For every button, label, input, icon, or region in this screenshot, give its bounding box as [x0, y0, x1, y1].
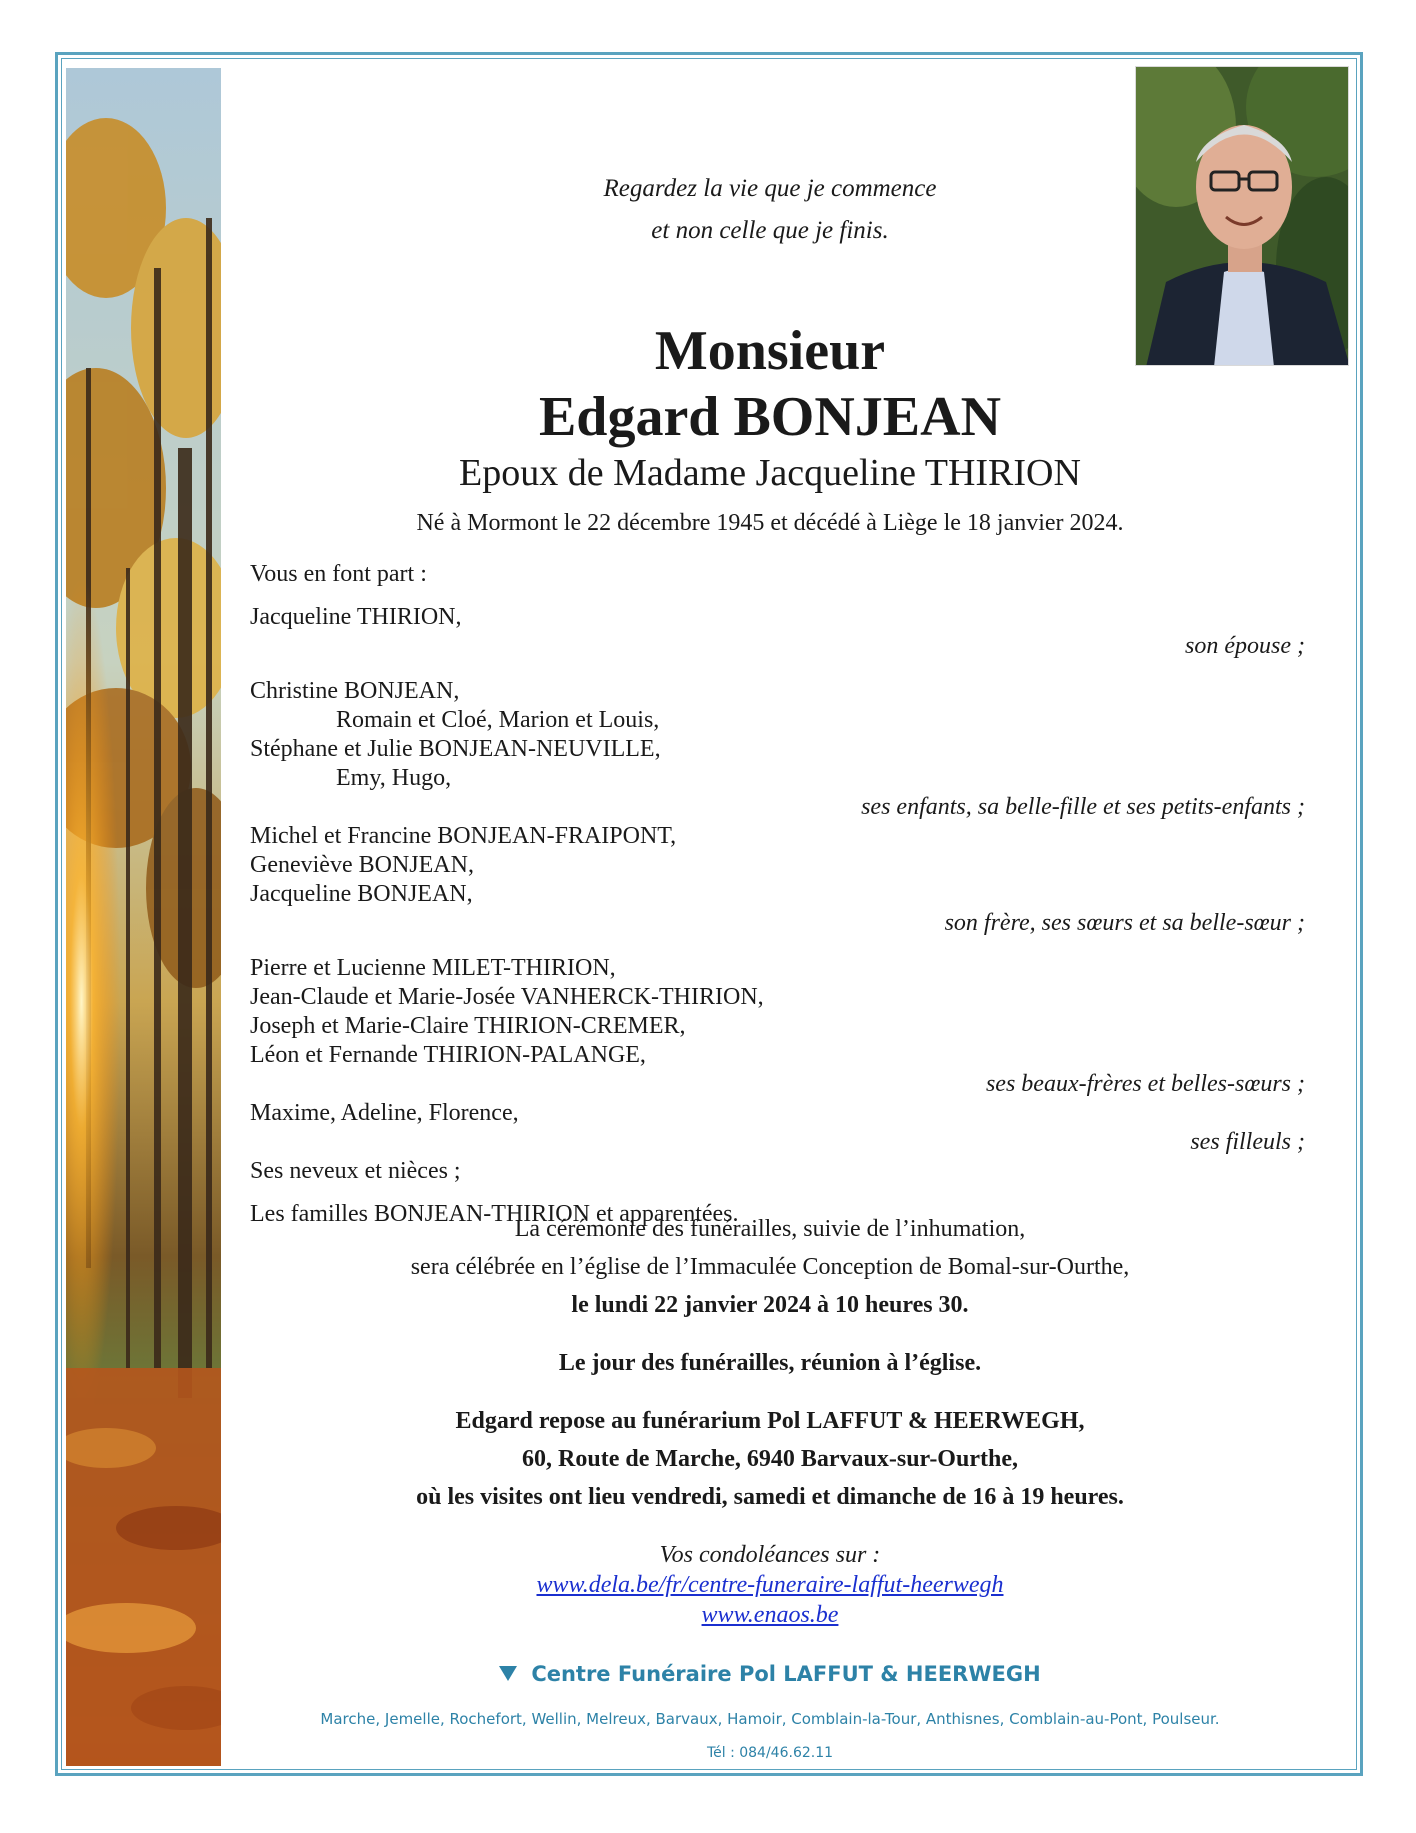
triangle-down-icon: [499, 1666, 517, 1681]
family-list: [250, 560, 1305, 1229]
families-line: Les familles BONJEAN-THIRION et apparentées.: [250, 1201, 739, 1227]
family-relation: ses enfants, sa belle-fille et ses petits-enfants ;: [861, 794, 1305, 820]
visiting-hours: où les visites ont lieu vendredi, samedi et dimanche de 16 à 19 heures.: [416, 1484, 1124, 1510]
deceased-name: Edgard BONJEAN: [538, 386, 1002, 448]
family-name: Jacqueline THIRION,: [250, 604, 462, 630]
epitaph-quote: [240, 168, 1300, 252]
funeral-company: [240, 1662, 1300, 1686]
family-name: Pierre et Lucienne MILET-THIRION,: [250, 955, 616, 981]
condolences-label: Vos condoléances sur :: [659, 1542, 881, 1568]
condolence-link-dela[interactable]: www.dela.be/fr/centre-funeraire-laffut-heerwegh: [536, 1572, 1004, 1598]
ceremony-info: [240, 1210, 1300, 1516]
family-relation: son épouse ;: [1185, 633, 1305, 659]
funeral-home-line: Edgard repose au funérarium Pol LAFFUT & HEERWEGH,: [455, 1408, 1085, 1434]
ceremony-line: La cérémonie des funérailles, suivie de l’inhumation,: [514, 1216, 1026, 1242]
spouse-line: Epoux de Madame Jacqueline THIRION: [459, 452, 1081, 494]
family-name: Michel et Francine BONJEAN-FRAIPONT,: [250, 823, 677, 849]
family-name: Jacqueline BONJEAN,: [250, 881, 473, 907]
company-phone: Tél : 084/46.62.11: [706, 1745, 834, 1761]
family-name: Joseph et Marie-Claire THIRION-CREMER,: [250, 1013, 686, 1039]
family-name: Geneviève BONJEAN,: [250, 852, 474, 878]
birth-death-line: Né à Mormont le 22 décembre 1945 et décédé à Liège le 18 janvier 2024.: [416, 510, 1124, 536]
family-name: Jean-Claude et Marie-Josée VANHERCK-THIRION,: [250, 984, 764, 1010]
company-towns: Marche, Jemelle, Rochefort, Wellin, Melreux, Barvaux, Hamoir, Comblain-la-Tour, Anthisnes, Comblain-au-Pont, Poulseur.: [320, 1710, 1220, 1728]
autumn-forest-image: [66, 68, 221, 1766]
family-relation: son frère, ses sœurs et sa belle-sœur ;: [944, 910, 1305, 936]
quote-line-2: et non celle que je finis.: [651, 217, 889, 244]
condolence-link-enaos[interactable]: www.enaos.be: [701, 1602, 839, 1628]
family-name: Stéphane et Julie BONJEAN-NEUVILLE,: [250, 736, 661, 762]
family-name: Christine BONJEAN,: [250, 678, 460, 704]
family-name: Emy, Hugo,: [336, 765, 452, 791]
meeting-note: Le jour des funérailles, réunion à l’église.: [558, 1350, 982, 1376]
family-name: Léon et Fernande THIRION-PALANGE,: [250, 1042, 646, 1068]
ceremony-date: le lundi 22 janvier 2024 à 10 heures 30.: [571, 1292, 969, 1318]
nephews-line: Ses neveux et nièces ;: [250, 1158, 461, 1184]
company-name: Centre Funéraire Pol LAFFUT & HEERWEGH: [531, 1662, 1041, 1686]
family-relation: ses beaux-frères et belles-sœurs ;: [985, 1071, 1305, 1097]
condolences-block: [240, 1540, 1300, 1630]
family-relation: ses filleuls ;: [1190, 1129, 1305, 1155]
funeral-home-address: 60, Route de Marche, 6940 Barvaux-sur-Ourthe,: [522, 1446, 1018, 1472]
ceremony-line: sera célébrée en l’église de l’Immaculée Conception de Bomal-sur-Ourthe,: [410, 1254, 1130, 1280]
deceased-title: Monsieur: [654, 320, 886, 382]
quote-line-1: Regardez la vie que je commence: [603, 175, 937, 202]
family-name: Maxime, Adeline, Florence,: [250, 1100, 519, 1126]
family-name: Romain et Cloé, Marion et Louis,: [336, 707, 660, 733]
family-intro: Vous en font part :: [250, 561, 427, 587]
